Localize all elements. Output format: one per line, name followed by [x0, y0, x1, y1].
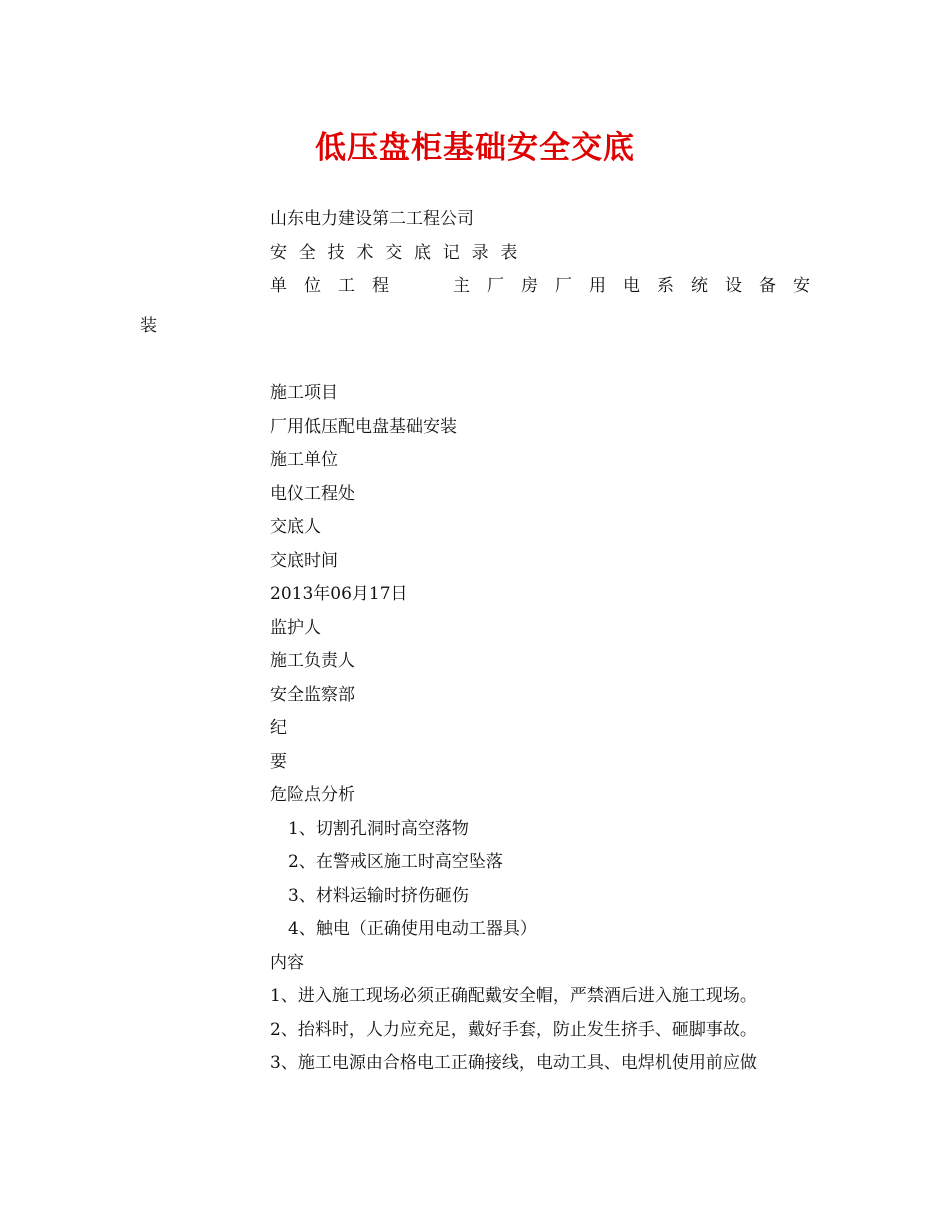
unit-project-value-char: 系 [657, 276, 674, 296]
project-value: 厂用低压配电盘基础安装 [270, 416, 457, 437]
hazard-item: 1、切割孔洞时高空落物 [288, 818, 469, 839]
summary-char-2: 要 [270, 751, 287, 772]
unit-project-value-char: 用 [589, 276, 606, 296]
unit-project-value-char: 统 [691, 276, 708, 296]
unit-project-row [270, 270, 810, 304]
document-title: 低压盘柜基础安全交底 [315, 130, 635, 166]
content-item: 1、进入施工现场必须正确配戴安全帽，严禁酒后进入施工现场。 [270, 986, 757, 1006]
unit-project-value-char: 设 [725, 276, 742, 296]
unit-project-gap [406, 270, 436, 304]
summary-char-1: 纪 [270, 718, 287, 738]
unit-label: 施工单位 [270, 450, 338, 470]
content-item: 3、施工电源由合格电工正确接线，电动工具、电焊机使用前应做 [270, 1053, 757, 1073]
hazards-heading: 危险点分析 [270, 785, 355, 805]
unit-project-value-char: 备 [759, 276, 776, 296]
unit-project-value-char: 厂 [555, 276, 572, 296]
document-body [270, 203, 815, 304]
time-value: 2013年06月17日 [270, 584, 408, 604]
supervisor-label: 监护人 [270, 617, 321, 638]
form-name: 安全技术交底记录表 [270, 242, 530, 263]
unit-project-value-char: 电 [623, 276, 640, 296]
hazard-item: 4、触电（正确使用电动工器具） [288, 919, 537, 939]
unit-project-label-char: 程 [372, 276, 389, 296]
project-label: 施工项目 [270, 383, 338, 403]
unit-project-label-char: 位 [304, 276, 321, 296]
presenter-label: 交底人 [270, 517, 321, 537]
unit-project-value-char: 主 [453, 276, 470, 296]
unit-project-label-char: 工 [338, 276, 355, 296]
safety-dept: 安全监察部 [270, 684, 355, 705]
hazard-item: 3、材料运输时挤伤砸伤 [288, 885, 469, 906]
form-fields [270, 377, 815, 1081]
content-item: 2、抬料时，人力应充足，戴好手套，防止发生挤手、砸脚事故。 [270, 1019, 757, 1040]
unit-project-value-char: 安 [793, 276, 810, 296]
company-name: 山东电力建设第二工程公司 [270, 209, 474, 229]
content-heading: 内容 [270, 952, 304, 973]
leader-label: 施工负责人 [270, 651, 355, 671]
unit-value: 电仪工程处 [270, 483, 355, 504]
unit-project-value-char: 厂 [487, 276, 504, 296]
unit-project-wrap-char: 装 [140, 316, 157, 336]
unit-project-label-char: 单 [270, 276, 287, 296]
time-label: 交底时间 [270, 550, 338, 571]
hazard-item: 2、在警戒区施工时高空坠落 [288, 852, 503, 872]
unit-project-value-char: 房 [521, 276, 538, 296]
